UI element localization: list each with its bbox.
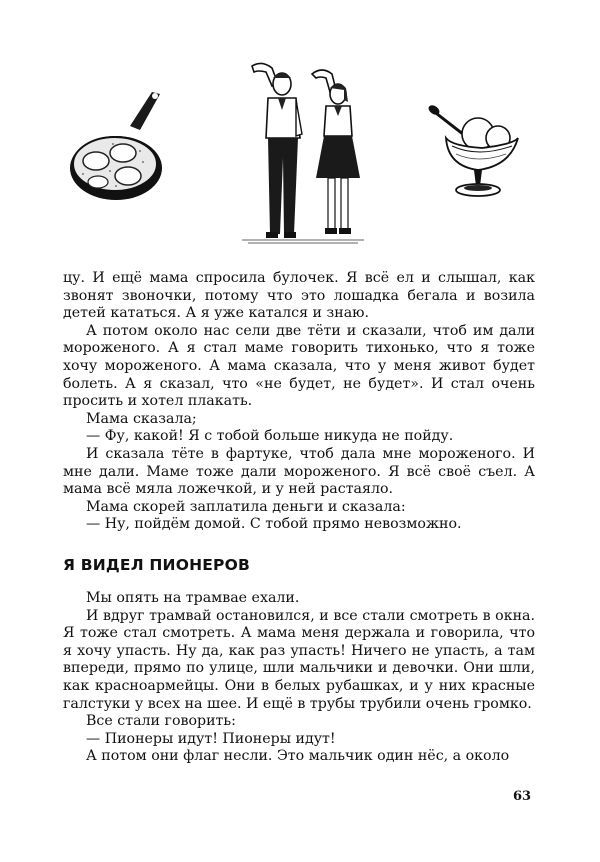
story-text-part-1 [63,270,535,534]
page-number: 63 [513,789,532,804]
paragraph: И вдруг трамвай остановился, и все стали смотреть в окна. Я тоже стал смотреть. А мама меня держала и говорила, что я хочу упасть. Ну да, как раз упасть! Ничего не упасть, а там впереди, прямо по улице, шли мальчики и девочки. Они шли, как красноармейцы. Они в белых рубашках, и у них красные галстуки у всех на шее. И ещё в трубы трубили очень громко. [63,607,535,712]
paragraph: цу. И ещё мама спросила булочек. Я всё ел и слышал, как звонят звоночки, потому что это лошадка бегала и возила детей кататься. А я уже катался и знаю. [63,270,535,322]
paragraph: Мама сказала; [86,410,197,427]
frying-pan-illustration [68,86,180,206]
paragraph: А потом они флаг несли. Это мальчик один нёс, а около [86,748,510,765]
paragraph: А потом около нас сели две тёти и сказали, чтоб им дали мороженого. А я стал маме говорить тихонько, что я тоже хочу мороженого. А мама сказала, что у меня живот будет болеть. А я сказал, что «не будет, не будет». И стал очень просить и хотел плакать. [63,322,535,410]
chapter-heading: Я ВИДЕЛ ПИОНЕРОВ [63,556,251,574]
paragraph: И сказала тёте в фартуке, чтоб дала мне мороженого. И мне дали. Маме тоже дали мороженого. Я всё своё съел. А мама всё мяла ложечкой, и у ней растаяло. [63,445,535,498]
pioneer-boy [252,63,302,238]
paragraph: Все стали говорить: [86,713,236,730]
paragraph: Мама скорей заплатила деньги и сказала: [86,498,406,515]
dialogue-line: — Ну, пойдём домой. С тобой прямо невозможно. [86,516,462,533]
story-text-part-2 [63,590,535,766]
pioneer-girl [312,70,360,234]
pioneers-illustration [238,58,368,244]
dialogue-line: — Фу, какой! Я с тобой больше никуда не пойду. [86,428,454,445]
ice-cream-illustration [428,100,526,200]
dialogue-line: — Пионеры идут! Пионеры идут! [86,730,336,747]
paragraph: Мы опять на трамвае ехали. [86,590,300,606]
